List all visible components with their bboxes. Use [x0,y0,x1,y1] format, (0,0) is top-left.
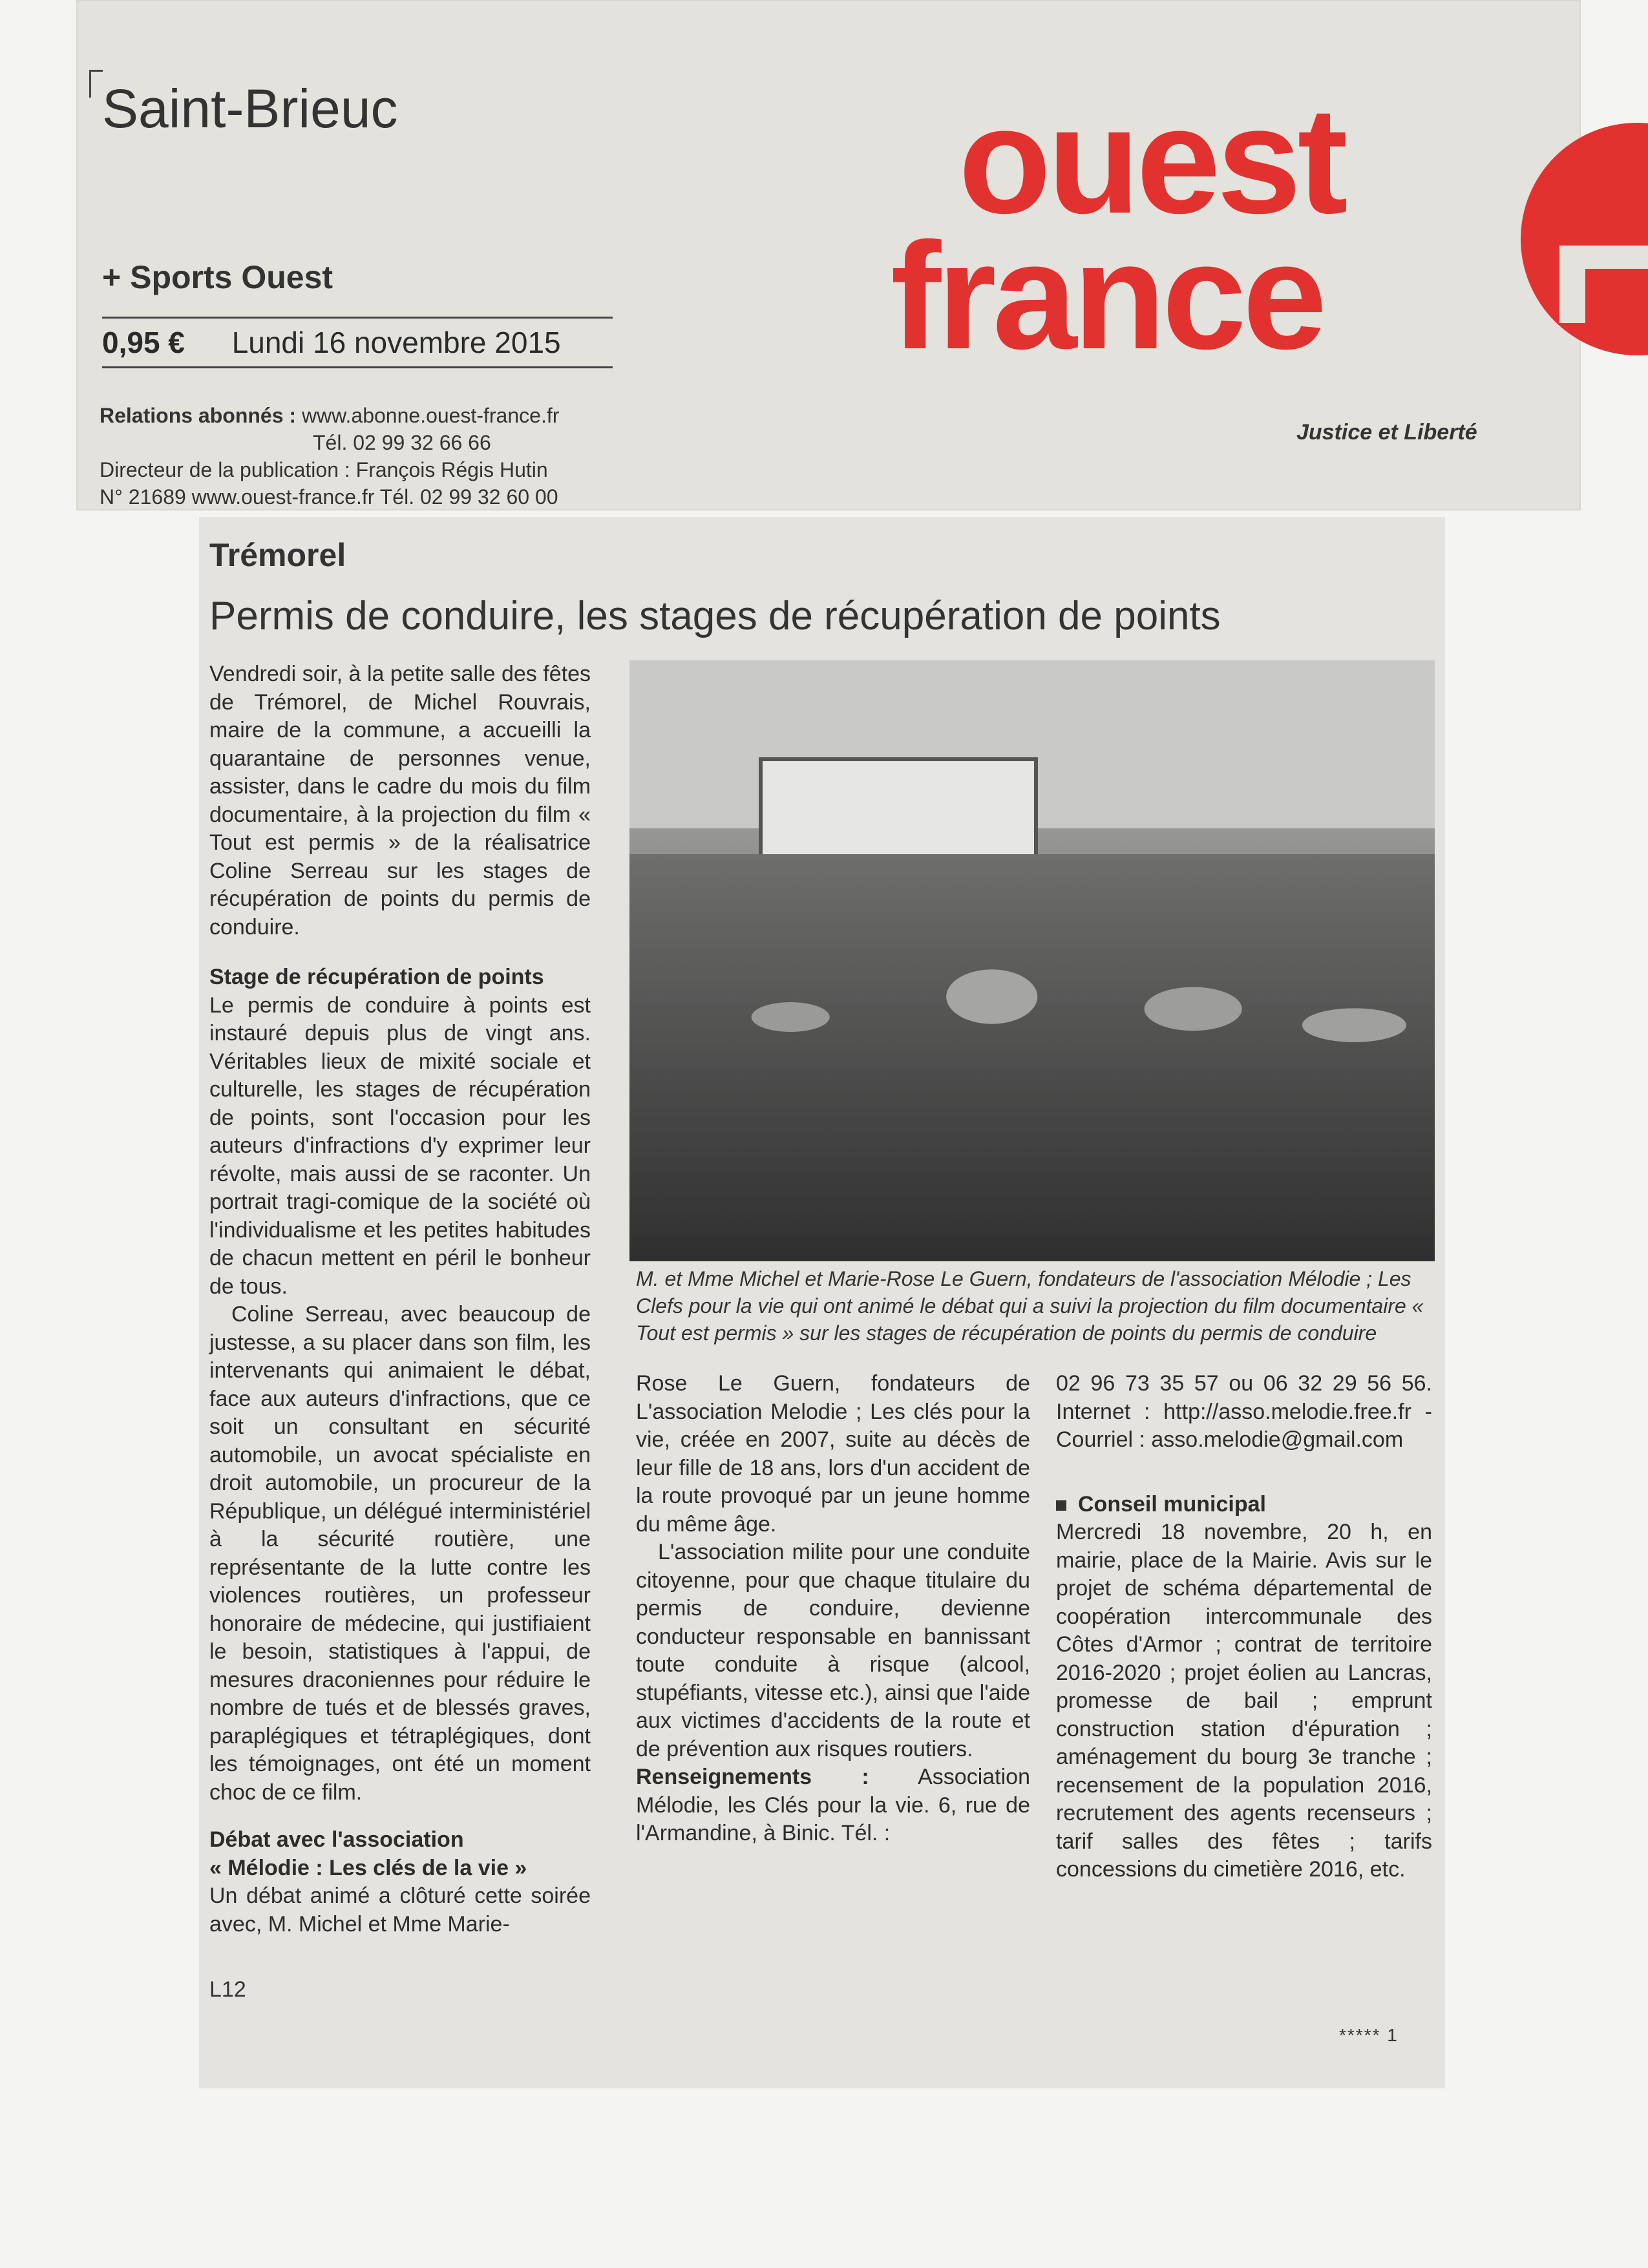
event-photo [629,660,1435,1261]
logo-disc-bar-horizontal [1559,246,1648,269]
section-title: Trémorel [209,537,346,573]
subscriber-url: www.abonne.ouest-france.fr [301,404,560,427]
contact-details: 02 96 73 35 57 ou 06 32 29 56 56. Internet : http://asso.melodie.free.fr - Courriel : asso.melodie@gmail.com [1056,1371,1432,1452]
ouest-france-logo [810,75,1581,420]
contact-block [100,402,681,510]
price: 0,95 € [102,326,185,359]
issue-date: Lundi 16 novembre 2015 [231,326,561,359]
subheading-melodie: « Mélodie : Les clés de la vie » [209,1855,527,1880]
article-headline: Permis de conduire, les stages de récupération de points [209,594,1221,638]
publication-director: Directeur de la publication : François Régis Hutin [100,458,548,481]
page-id: L12 [209,1977,246,2002]
column-3 [1056,1370,1432,1884]
info-text: Association Mélodie, les Clés pour la vie. 6, rue de l'Armandine, à Binic. Tél. : [636,1765,1030,1845]
issue-line: N° 21689 www.ouest-france.fr Tél. 02 99 32 60 00 [100,485,558,509]
council-heading [1056,1491,1432,1519]
price-date-row [102,317,613,368]
subheading-stage: Stage de récupération de points [209,965,544,989]
paragraph-debat: Un débat animé a clôturé cette soirée avec, M. Michel et Mme Marie- [209,1884,591,1937]
subscriber-label: Relations abonnés : [100,404,297,427]
photo-audience [629,854,1435,1261]
photo-caption: M. et Mme Michel et Marie-Rose Le Guern, fondateurs de l'association Mélodie ; Les Clefs pour la vie qui ont animé le débat qui a suivi la projection du film documentaire « Tout est permis » sur les stages de récupération de points du permis de conduire [636,1267,1424,1345]
corner-mark [89,70,103,98]
logo-word-ouest: ouest [958,75,1344,245]
subscriber-phone: Tél. 02 99 32 66 66 [313,431,491,454]
square-bullet-icon [1056,1500,1066,1511]
column-2 [636,1370,1030,1848]
supplement-label: + Sports Ouest [102,259,333,295]
council-agenda: Mercredi 18 novembre, 20 h, en mairie, place de la Mairie. Avis sur le projet de schéma départemental de coopération intercommunale des Côtes d'Armor ; contrat de territoire 2016-2020 ; projet éolien au Lancras, promesse de bail ; emprunt construction station d'épuration ; aménagement du bourg 3e tranche ; recensement de la population 2016, recrutement des agents recenseurs ; tarif salles des fêtes ; tarifs concessions du cimetière 2016, etc. [1056,1520,1432,1882]
paragraph-serreau: Coline Serreau, avec beaucoup de justesse, a su placer dans son film, les intervenants qui animaient le débat, face aux auteurs d'infractions, que ce soit un consultant en sécurité automobile, un avocat spécialiste en droit automobile, un procureur de la République, un délégué interministériel à la sécurité routière, une représentante de la lutte contre les violences routières, un professeur honoraire de médecine, qui justifiaient le besoin, statistiques à l'appui, de mesures draconiennes pour réduire le nombre de tués et de blessés graves, paraplégiques et tétraplégiques, dont les témoignages, ont été un moment choc de ce film. [209,1302,591,1805]
edition-city: Saint-Brieuc [102,78,398,139]
motto: Justice et Liberté [1296,420,1477,445]
paragraph-association: L'association milite pour une conduite citoyenne, pour que chaque titulaire du permis de conduire, devienne conducteur responsable en bannissant toute conduite à risque (alcool, stupéfiants, vitesse etc.), ainsi que l'aide aux victimes d'accidents de la route et de prévention aux risques routiers. [636,1540,1030,1761]
logo-word-france: france [891,211,1324,381]
column-1 [209,660,591,1938]
council-heading-text: Conseil municipal [1078,1491,1266,1517]
paragraph-stage: Le permis de conduire à points est instauré depuis plus de vingt ans. Véritables lieux de mixité sociale et culturelle, les stages de récupération de points, sont l'occasion pour les auteurs d'infractions d'y exprimer leur révolte, mais aussi de se raconter. Un portrait tragi-comique de la société où l'individualisme et les petites habitudes de chacun mettent en péril le bonheur de tous. [209,992,591,1299]
edition-stars: ***** 1 [1339,2025,1399,2045]
masthead-clipping [76,0,1581,510]
intro-paragraph: Vendredi soir, à la petite salle des fêtes de Trémorel, de Michel Rouvrais, maire de la commune, a accueilli la quarantaine de personnes venue, assister, dans le cadre du mois du film documentaire, à la projection du film « Tout est permis » de la réalisatrice Coline Serreau sur les stages de récupération de points du permis de conduire. [209,662,591,940]
paragraph-founders: Rose Le Guern, fondateurs de L'association Melodie ; Les clés pour la vie, créée en 2007, suite au décès de leur fille de 18 ans, lors d'un accident de la route provoqué par un jeune homme du même âge. [636,1371,1030,1537]
subheading-debat: Débat avec l'association [209,1827,464,1852]
info-label: Renseignements : [636,1765,869,1789]
article-clipping [199,517,1445,2088]
